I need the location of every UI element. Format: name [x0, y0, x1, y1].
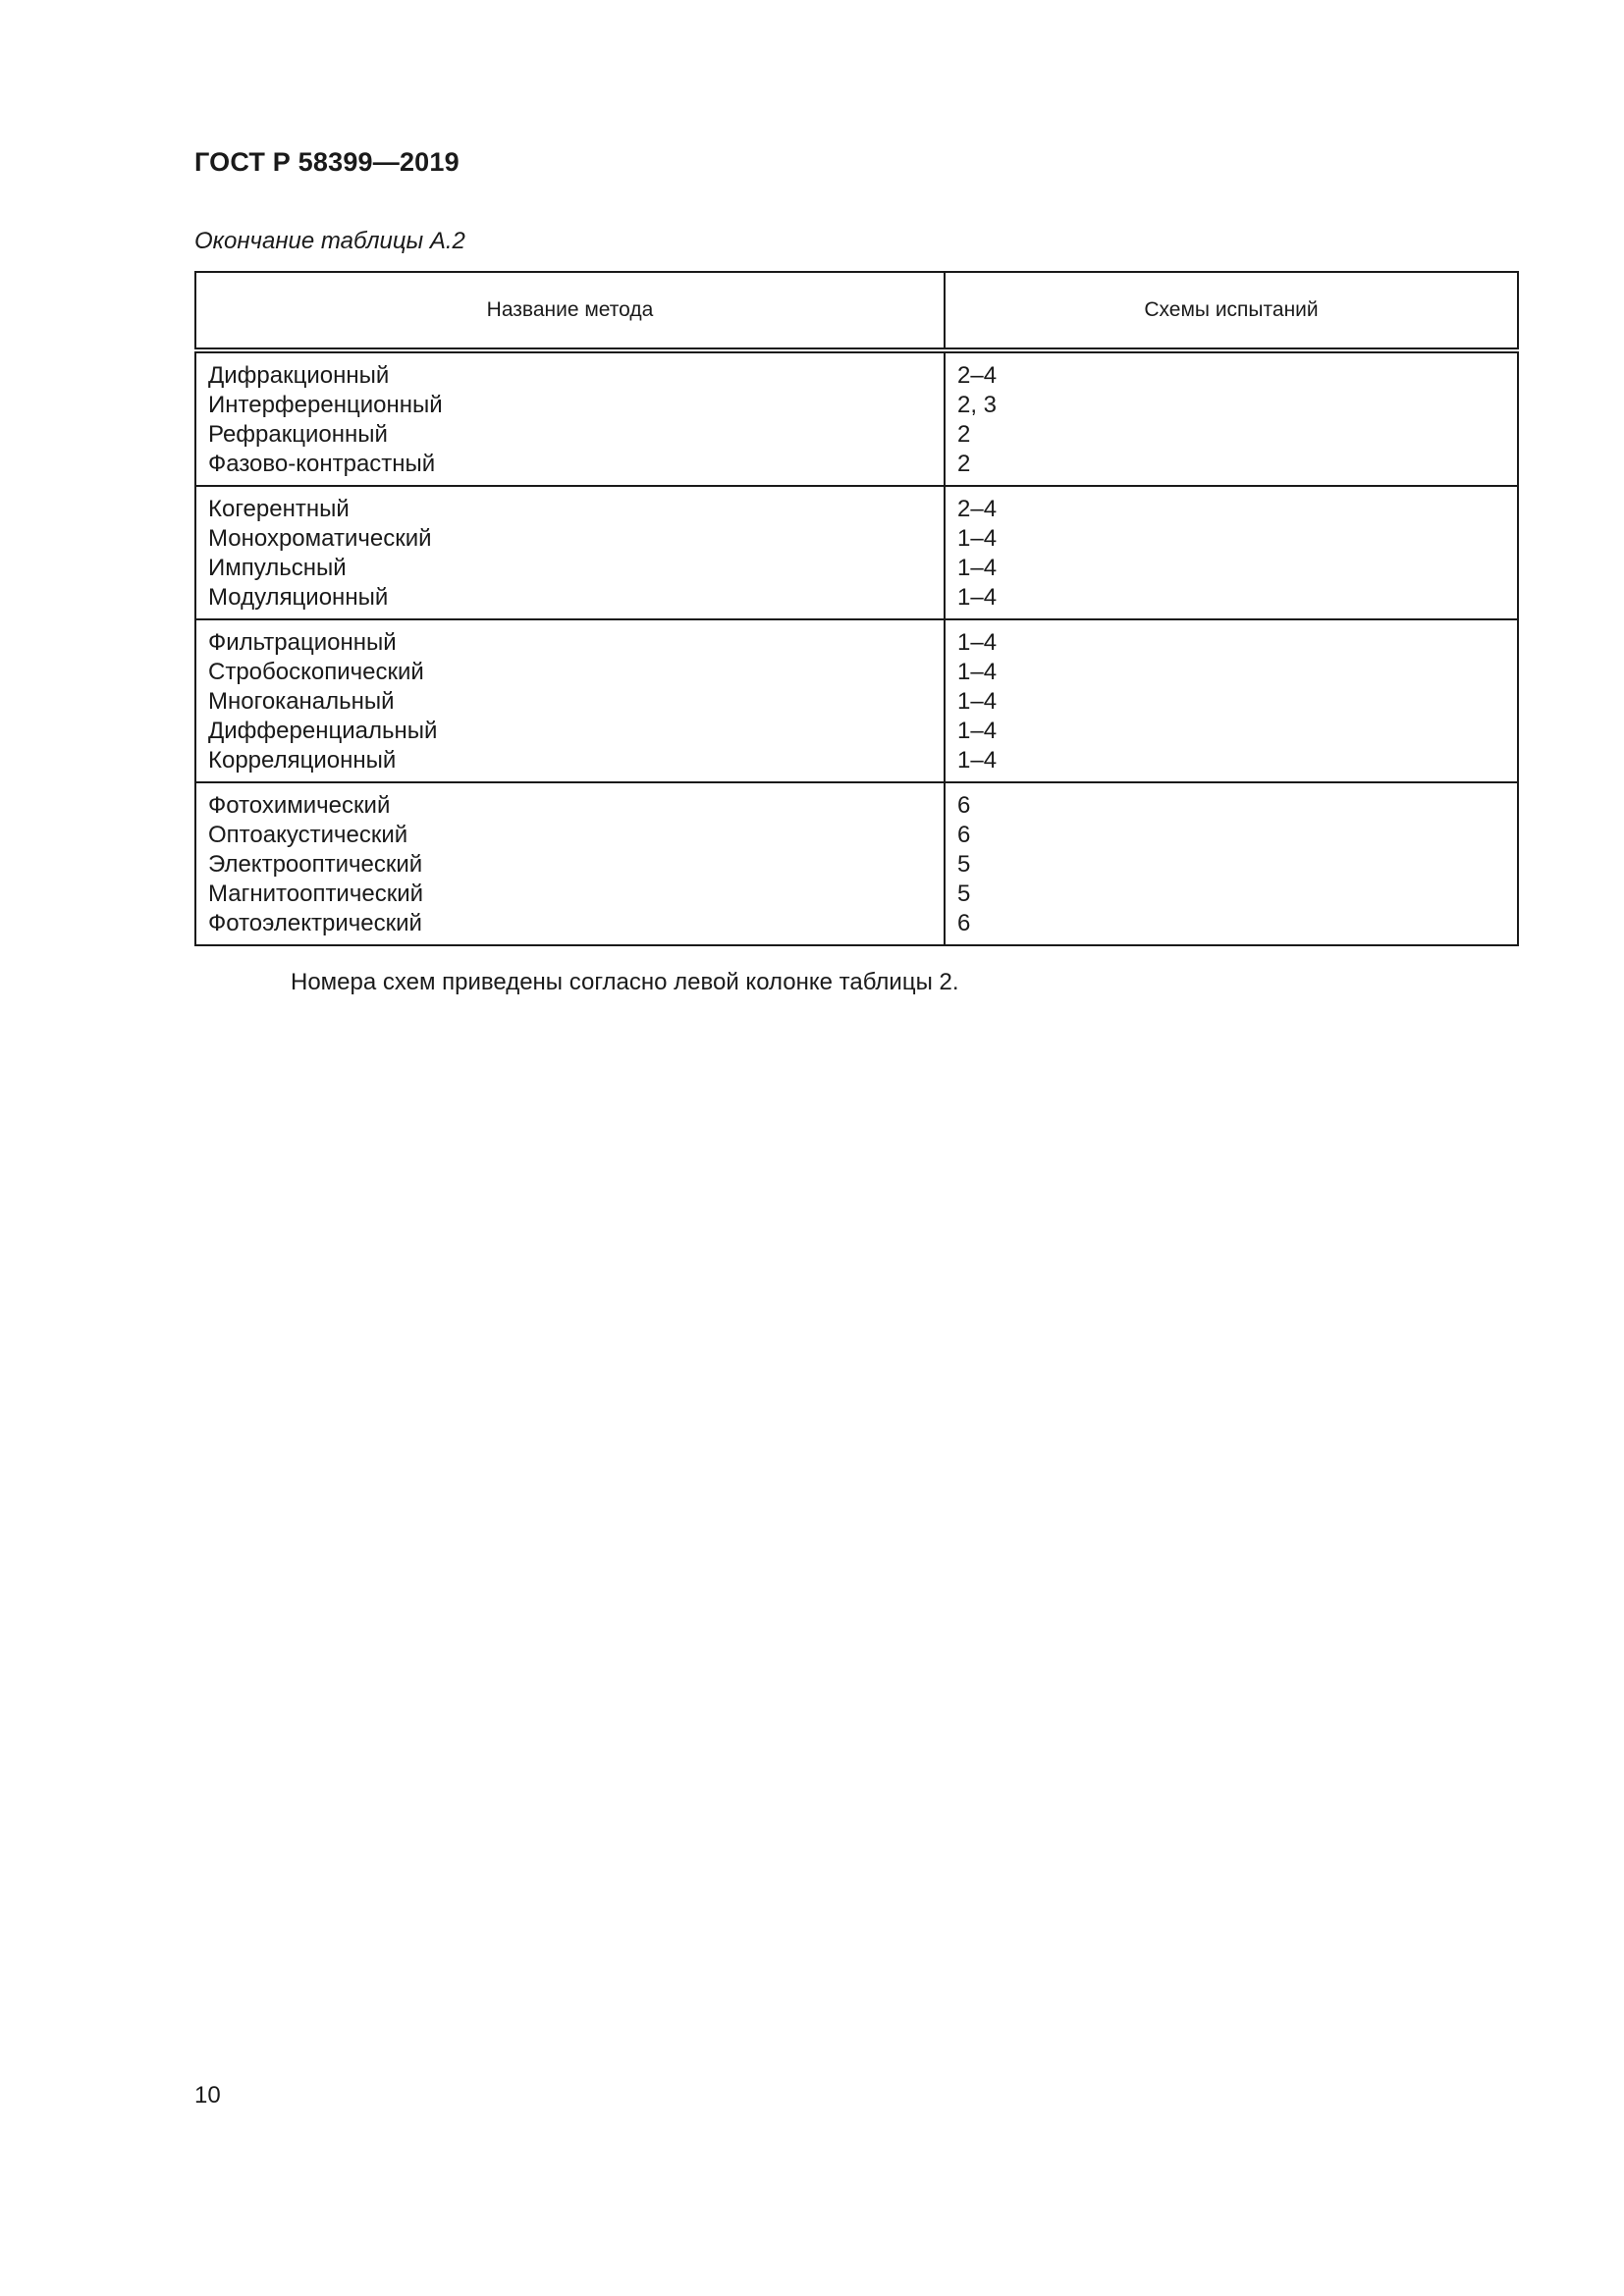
scheme-value: 1–4: [957, 659, 998, 685]
method-name: Импульсный: [208, 555, 347, 581]
method-name: Фотохимический: [208, 792, 391, 819]
scheme-value: 2: [957, 451, 971, 477]
table-group-row: [195, 619, 1518, 782]
method-cell: [195, 486, 945, 619]
scheme-value: 6: [957, 910, 971, 936]
method-name: Дифференциальный: [208, 718, 438, 744]
method-name: Рефракционный: [208, 421, 388, 448]
table-note: Номера схем приведены согласно левой колонке таблицы 2.: [291, 969, 959, 995]
method-name: Когерентный: [208, 496, 350, 522]
method-name: Фотоэлектрический: [208, 910, 422, 936]
scheme-value: 6: [957, 792, 971, 819]
scheme-value: 6: [957, 822, 971, 848]
scheme-cell: [945, 350, 1518, 486]
method-name: Фазово-контрастный: [208, 451, 436, 477]
scheme-value: 1–4: [957, 525, 998, 552]
method-name: Фильтрационный: [208, 629, 397, 656]
scheme-value: 5: [957, 851, 971, 878]
scheme-value: 1–4: [957, 747, 998, 774]
method-name: Модуляционный: [208, 584, 389, 611]
scheme-cell: [945, 486, 1518, 619]
scheme-cell: [945, 619, 1518, 782]
method-name: Многоканальный: [208, 688, 395, 715]
method-name: Дифракционный: [208, 362, 390, 389]
table-group-row: [195, 350, 1518, 486]
method-name: Оптоакустический: [208, 822, 408, 848]
table-group-row: [195, 782, 1518, 945]
scheme-value: 2–4: [957, 362, 998, 389]
scheme-cell: [945, 782, 1518, 945]
scheme-value: 5: [957, 881, 971, 907]
method-name: Стробоскопический: [208, 659, 424, 685]
scheme-value: 1–4: [957, 555, 998, 581]
scheme-value: 1–4: [957, 718, 998, 744]
method-name: Магнитооптический: [208, 881, 423, 907]
table-header-row: [195, 272, 1518, 350]
table-caption: Окончание таблицы А.2: [194, 228, 465, 254]
method-name: Интерференционный: [208, 392, 443, 418]
scheme-value: 2, 3: [957, 392, 998, 418]
scheme-value: 2–4: [957, 496, 998, 522]
scheme-value: 1–4: [957, 584, 998, 611]
method-name: Электрооптический: [208, 851, 423, 878]
scheme-value: 2: [957, 421, 971, 448]
method-cell: [195, 350, 945, 486]
method-name: Монохроматический: [208, 525, 432, 552]
methods-table: [194, 271, 1519, 946]
method-cell: [195, 782, 945, 945]
scheme-value: 1–4: [957, 688, 998, 715]
method-name: Корреляционный: [208, 747, 397, 774]
document-header: ГОСТ Р 58399—2019: [194, 147, 460, 177]
scheme-value: 1–4: [957, 629, 998, 656]
column-header-method: Название метода: [195, 272, 945, 350]
method-cell: [195, 619, 945, 782]
page-number: 10: [194, 2082, 221, 2109]
table-group-row: [195, 486, 1518, 619]
column-header-schemes: Схемы испытаний: [945, 272, 1518, 350]
